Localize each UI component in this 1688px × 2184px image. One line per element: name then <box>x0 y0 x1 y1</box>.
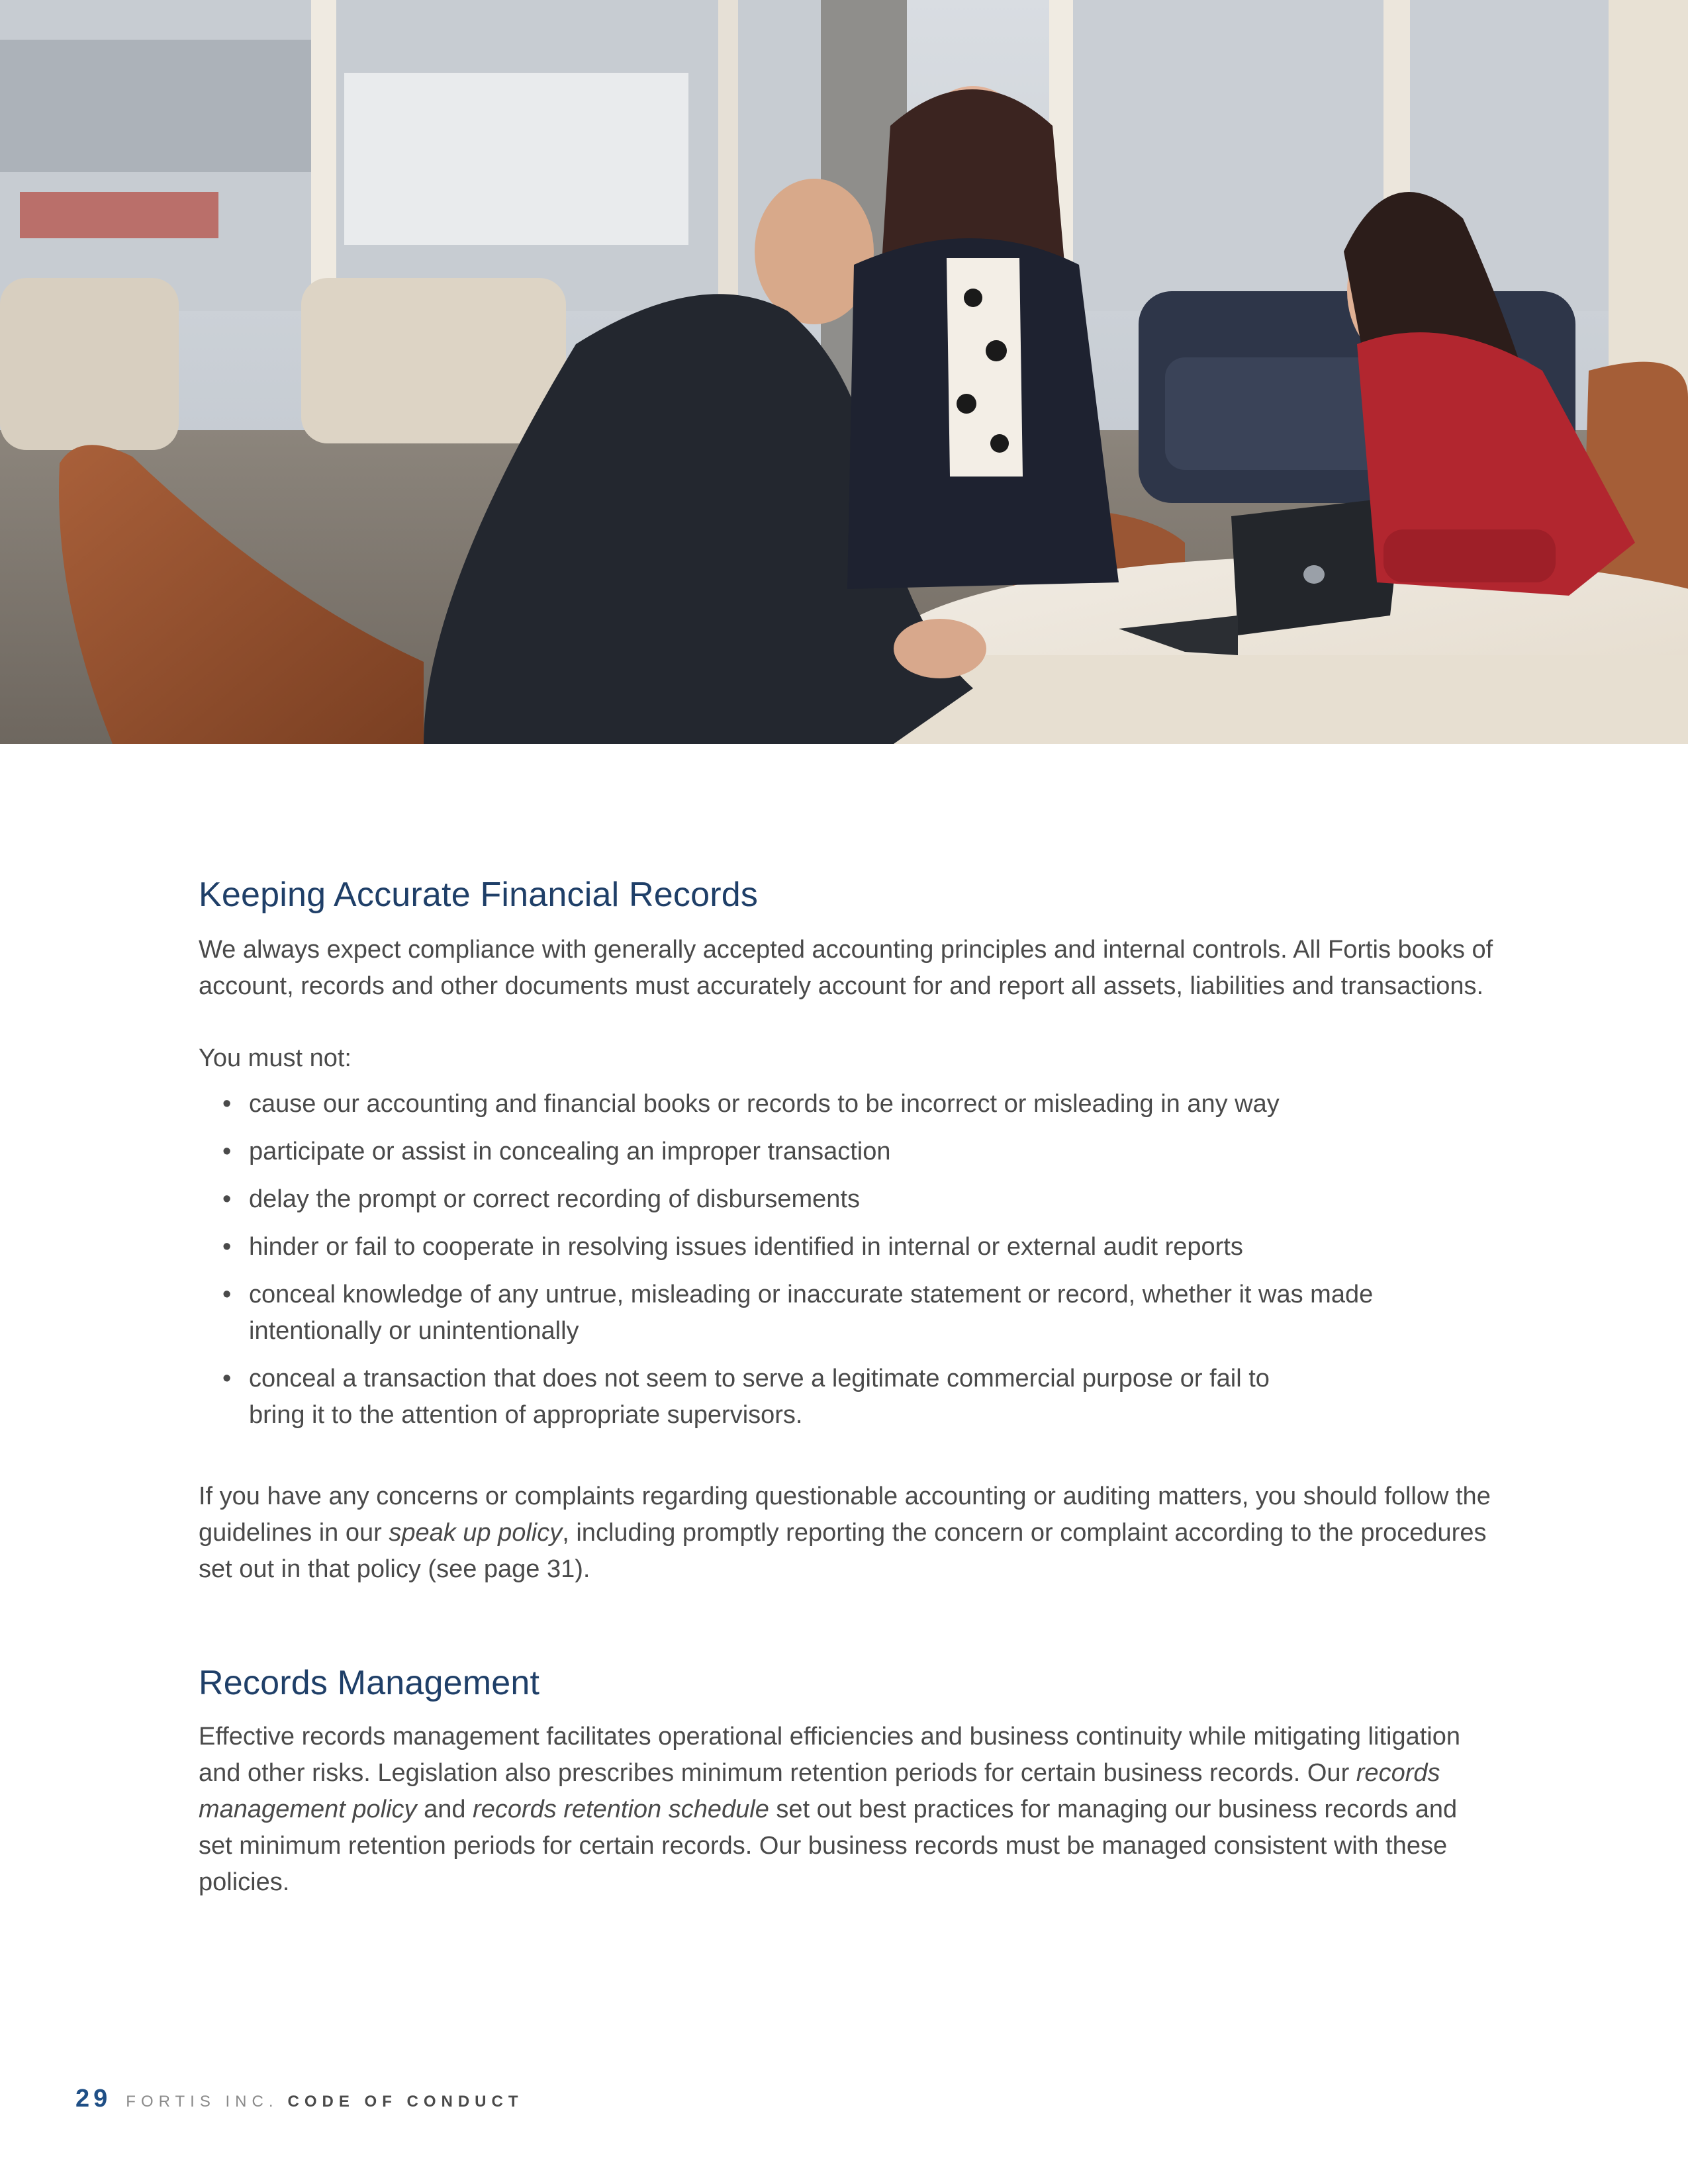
list-item-text: delay the prompt or correct recording of disbursements <box>249 1185 860 1213</box>
footer-document-title: CODE OF CONDUCT <box>287 2093 524 2111</box>
must-not-label: You must not: <box>199 1044 352 1072</box>
list-item <box>199 1181 1496 1218</box>
list-item <box>199 1086 1496 1122</box>
list-item-text: conceal knowledge of any untrue, misleading or inaccurate statement or record, whether it was made intentionally or unintentionally <box>249 1281 1374 1345</box>
concerns-paragraph <box>199 1479 1496 1588</box>
bullet-icon: • <box>222 1233 232 1261</box>
page-number: 29 <box>75 2085 112 2113</box>
list-item <box>199 1229 1496 1265</box>
records-management-policy-reference: records management policy <box>199 1759 1440 1823</box>
records-text-end: set out best practices for managing our business records and set minimum retention periods for certain records. Our business records must be managed consistent with these policies. <box>199 1796 1458 1896</box>
list-item <box>199 1361 1496 1433</box>
list-item-text: cause our accounting and financial books or records to be incorrect or misleading in any way <box>249 1090 1280 1118</box>
bullet-icon: • <box>222 1365 232 1392</box>
financial-records-intro: We always expect compliance with generally accepted accounting principles and internal controls. All Fortis books of account, records and other documents must accurately account for and report all assets, liabilities and transactions. <box>199 936 1493 1000</box>
list-item-text: conceal a transaction that does not seem to serve a legitimate commercial purpose or fail to bring it to the attention of appropriate supervisors. <box>249 1365 1270 1429</box>
section-title-financial-records: Keeping Accurate Financial Records <box>199 876 759 914</box>
footer-org-name: FORTIS INC. <box>126 2093 279 2111</box>
page-footer <box>75 2085 524 2113</box>
hero-photo <box>0 0 1688 744</box>
list-item-text: hinder or fail to cooperate in resolving issues identified in internal or external audit reports <box>249 1233 1243 1261</box>
records-text-start: Effective records management facilitates operational efficiencies and business continuity while mitigating litigation and other risks. Legislation also prescribes minimum retention periods for certain business records. Our <box>199 1723 1460 1787</box>
main-content <box>199 874 1496 1901</box>
list-item <box>199 1134 1496 1170</box>
records-management-paragraph <box>199 1719 1496 1901</box>
list-item-text: participate or assist in concealing an improper transaction <box>249 1138 891 1165</box>
records-retention-schedule-reference: records retention schedule <box>473 1796 769 1823</box>
must-not-list <box>199 1086 1496 1433</box>
records-text-and: and <box>416 1796 473 1823</box>
speak-up-policy-reference: speak up policy <box>389 1519 563 1547</box>
list-item <box>199 1277 1496 1349</box>
bullet-icon: • <box>222 1090 232 1118</box>
bullet-icon: • <box>222 1281 232 1308</box>
section-title-records-management: Records Management <box>199 1664 540 1702</box>
bullet-icon: • <box>222 1138 232 1165</box>
bullet-icon: • <box>222 1185 232 1213</box>
concerns-text-start: If you have any concerns or complaints regarding questionable accounting or auditing matters, you should follow the guidelines in our <box>199 1482 1491 1547</box>
concerns-text-end: , including promptly reporting the concern or complaint according to the procedures set out in that policy (see page 31). <box>199 1519 1487 1583</box>
